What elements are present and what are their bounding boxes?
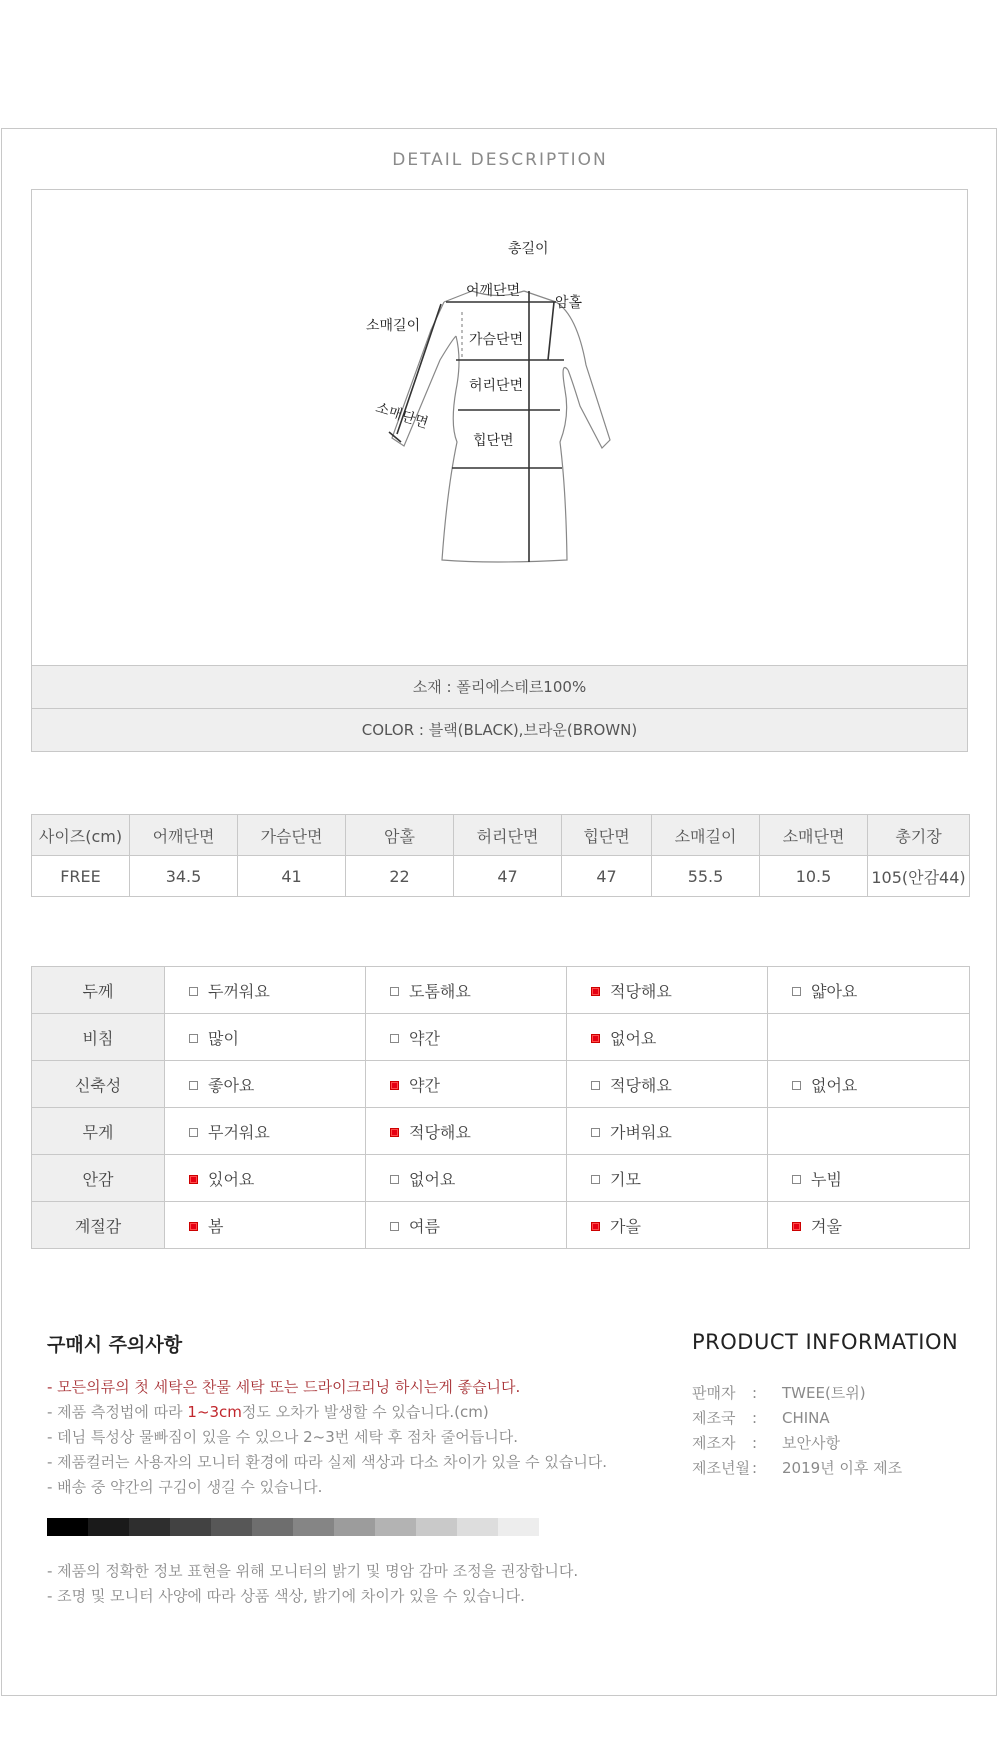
- feel-option-cell: [366, 1202, 567, 1249]
- feel-row-label: 계절감: [32, 1202, 165, 1249]
- feel-row: [32, 1108, 970, 1155]
- garment-diagram: [32, 190, 967, 665]
- checked-checkbox-icon: [591, 987, 600, 996]
- feel-option-cell: [165, 1155, 366, 1202]
- feel-row-label: 무게: [32, 1108, 165, 1155]
- feel-row: [32, 1061, 970, 1108]
- product-info-key: 제조자: [692, 1434, 736, 1452]
- size-cell: FREE: [32, 856, 130, 897]
- checked-checkbox-icon: [591, 1222, 600, 1231]
- size-header-cell: 허리단면: [454, 815, 562, 856]
- feel-option-cell: [768, 1014, 970, 1061]
- feel-option-cell: [567, 1014, 768, 1061]
- feel-option-label: 적당해요: [610, 981, 672, 1001]
- size-cell: 105(안감44): [868, 856, 970, 897]
- feel-option-cell: [366, 1061, 567, 1108]
- feel-option-label: 누빔: [811, 1169, 842, 1189]
- checked-checkbox-icon: [189, 1175, 198, 1184]
- unchecked-checkbox-icon: [390, 987, 399, 996]
- checked-checkbox-icon: [189, 1222, 198, 1231]
- feel-option-label: 없어요: [409, 1169, 456, 1189]
- feel-option-label: 좋아요: [208, 1075, 255, 1095]
- size-cell: 22: [346, 856, 454, 897]
- size-header-cell: 힙단면: [562, 815, 652, 856]
- feel-option-label: 가을: [610, 1216, 641, 1236]
- unchecked-checkbox-icon: [189, 1128, 198, 1137]
- feel-option-cell: [567, 1202, 768, 1249]
- product-info-key: 제조국: [692, 1409, 736, 1427]
- feel-option-label: 약간: [409, 1075, 440, 1095]
- product-info-sep: :: [752, 1434, 758, 1452]
- unchecked-checkbox-icon: [390, 1222, 399, 1231]
- material-row: 소재 : 폴리에스테르100%: [32, 665, 967, 708]
- feel-row-label: 두께: [32, 967, 165, 1014]
- feel-option-label: 도톰해요: [409, 981, 471, 1001]
- product-info-key: 판매자: [692, 1384, 736, 1402]
- size-table-row: [32, 856, 970, 897]
- product-info-row: [692, 1382, 866, 1403]
- notice-line: - 제품컬러는 사용자의 모니터 환경에 따라 실제 색상과 다소 차이가 있을 수 있습니다.: [47, 1453, 608, 1471]
- feel-option-label: 두꺼워요: [208, 981, 270, 1001]
- product-info-value: 보안사항: [782, 1434, 840, 1452]
- feel-option-cell: [567, 1061, 768, 1108]
- unchecked-checkbox-icon: [189, 987, 198, 996]
- size-header-cell: 소매길이: [652, 815, 760, 856]
- feel-option-label: 무거워요: [208, 1122, 270, 1142]
- fabric-feel-table: [31, 966, 970, 1249]
- feel-option-label: 있어요: [208, 1169, 255, 1189]
- checked-checkbox-icon: [390, 1128, 399, 1137]
- feel-option-cell: [768, 1061, 970, 1108]
- label-waist: 허리단면: [469, 378, 524, 394]
- feel-row: [32, 1202, 970, 1249]
- gamma-swatch: [211, 1518, 252, 1536]
- feel-option-label: 얇아요: [811, 981, 858, 1001]
- feel-option-cell: [567, 967, 768, 1014]
- feel-option-cell: [567, 1108, 768, 1155]
- feel-option-cell: [165, 967, 366, 1014]
- feel-option-cell: [768, 1202, 970, 1249]
- feel-option-cell: [165, 1108, 366, 1155]
- feel-option-label: 가벼워요: [610, 1122, 672, 1142]
- checked-checkbox-icon: [390, 1081, 399, 1090]
- product-info-row: [692, 1432, 840, 1453]
- unchecked-checkbox-icon: [792, 1081, 801, 1090]
- size-cell: 55.5: [652, 856, 760, 897]
- gamma-swatch: [252, 1518, 293, 1536]
- feel-option-cell: [165, 1061, 366, 1108]
- unchecked-checkbox-icon: [189, 1034, 198, 1043]
- feel-row: [32, 1155, 970, 1202]
- feel-option-cell: [768, 1108, 970, 1155]
- feel-option-cell: [567, 1155, 768, 1202]
- feel-option-label: 적당해요: [409, 1122, 471, 1142]
- feel-option-cell: [165, 1202, 366, 1249]
- gamma-swatch: [416, 1518, 457, 1536]
- product-info-row: [692, 1407, 830, 1428]
- gamma-swatch: [129, 1518, 170, 1536]
- feel-option-label: 봄: [208, 1216, 224, 1236]
- unchecked-checkbox-icon: [792, 987, 801, 996]
- unchecked-checkbox-icon: [390, 1034, 399, 1043]
- feel-option-label: 없어요: [610, 1028, 657, 1048]
- size-cell: 41: [238, 856, 346, 897]
- label-chest: 가슴단면: [469, 332, 524, 348]
- size-header-cell: 소매단면: [760, 815, 868, 856]
- product-info-row: [692, 1457, 902, 1478]
- notice-line: - 모든의류의 첫 세탁은 찬물 세탁 또는 드라이크리닝 하시는게 좋습니다.: [47, 1378, 521, 1396]
- feel-option-cell: [366, 967, 567, 1014]
- label-cuff: 소매단면: [373, 399, 430, 432]
- notice-highlight: 1~3cm: [187, 1403, 242, 1421]
- label-sleeve-length: 소매길이: [366, 318, 421, 334]
- size-header-cell: 사이즈(cm): [32, 815, 130, 856]
- feel-option-cell: [366, 1014, 567, 1061]
- feel-option-label: 많이: [208, 1028, 239, 1048]
- feel-option-label: 적당해요: [610, 1075, 672, 1095]
- size-header-cell: 암홀: [346, 815, 454, 856]
- feel-option-cell: [165, 1014, 366, 1061]
- product-info-key: 제조년월: [692, 1459, 750, 1477]
- size-cell: 10.5: [760, 856, 868, 897]
- size-header-cell: 총기장: [868, 815, 970, 856]
- unchecked-checkbox-icon: [591, 1128, 600, 1137]
- notice-line: - 조명 및 모니터 사양에 따라 상품 색상, 밝기에 차이가 있을 수 있습니다.: [47, 1587, 525, 1605]
- checked-checkbox-icon: [591, 1034, 600, 1043]
- size-table-header: [32, 815, 970, 856]
- notice-title: 구매시 주의사항: [47, 1334, 183, 1356]
- feel-option-label: 기모: [610, 1169, 641, 1189]
- notice-text: 정도 오차가 발생할 수 있습니다.(cm): [241, 1403, 489, 1421]
- size-diagram-box: [31, 189, 968, 752]
- feel-option-label: 여름: [409, 1216, 440, 1236]
- notice-line: - 배송 중 약간의 구김이 생길 수 있습니다.: [47, 1478, 323, 1496]
- product-info-sep: :: [752, 1409, 758, 1427]
- gamma-swatch: [170, 1518, 211, 1536]
- size-cell: 34.5: [130, 856, 238, 897]
- size-cell: 47: [562, 856, 652, 897]
- gamma-swatch: [375, 1518, 416, 1536]
- product-info-value: TWEE(트위): [782, 1384, 866, 1402]
- gamma-swatch: [88, 1518, 129, 1536]
- feel-option-cell: [366, 1155, 567, 1202]
- product-info-sep: :: [752, 1384, 758, 1402]
- feel-option-label: 약간: [409, 1028, 440, 1048]
- unchecked-checkbox-icon: [591, 1081, 600, 1090]
- size-table: [31, 814, 970, 897]
- gamma-swatch: [47, 1518, 88, 1536]
- feel-row-label: 안감: [32, 1155, 165, 1202]
- feel-option-label: 없어요: [811, 1075, 858, 1095]
- feel-row-label: 신축성: [32, 1061, 165, 1108]
- notice-line: - 제품의 정확한 정보 표현을 위해 모니터의 밝기 및 명암 감마 조정을 권장합니다.: [47, 1562, 579, 1580]
- notice-text: - 제품 측정법에 따라: [47, 1403, 188, 1421]
- size-header-cell: 어깨단면: [130, 815, 238, 856]
- color-row: COLOR : 블랙(BLACK),브라운(BROWN): [32, 708, 967, 751]
- unchecked-checkbox-icon: [792, 1175, 801, 1184]
- product-info-title: PRODUCT INFORMATION: [692, 1330, 959, 1354]
- feel-option-label: 겨울: [811, 1216, 842, 1236]
- monitor-gamma-swatches: [47, 1518, 539, 1536]
- checked-checkbox-icon: [792, 1222, 801, 1231]
- label-shoulder: 어깨단면: [466, 283, 521, 299]
- unchecked-checkbox-icon: [591, 1175, 600, 1184]
- unchecked-checkbox-icon: [390, 1175, 399, 1184]
- label-hip: 힙단면: [473, 433, 514, 449]
- size-header-cell: 가슴단면: [238, 815, 346, 856]
- feel-row: [32, 1014, 970, 1061]
- feel-option-cell: [366, 1108, 567, 1155]
- size-cell: 47: [454, 856, 562, 897]
- section-title: DETAIL DESCRIPTION: [392, 150, 608, 170]
- feel-option-cell: [768, 967, 970, 1014]
- unchecked-checkbox-icon: [189, 1081, 198, 1090]
- product-info-value: CHINA: [782, 1409, 830, 1427]
- gamma-swatch: [334, 1518, 375, 1536]
- gamma-swatch: [498, 1518, 539, 1536]
- feel-row: [32, 967, 970, 1014]
- product-info-sep: :: [752, 1459, 758, 1477]
- label-total-length: 총길이: [508, 241, 549, 257]
- gamma-swatch: [293, 1518, 334, 1536]
- product-info-value: 2019년 이후 제조: [782, 1459, 903, 1477]
- gamma-swatch: [457, 1518, 498, 1536]
- notice-line: [47, 1401, 489, 1422]
- notice-line: - 데님 특성상 물빠짐이 있을 수 있으나 2~3번 세탁 후 점차 줄어듭니다.: [47, 1428, 519, 1446]
- dress-illustration: [32, 190, 967, 665]
- label-armhole: 암홀: [555, 295, 583, 311]
- feel-row-label: 비침: [32, 1014, 165, 1061]
- feel-option-cell: [768, 1155, 970, 1202]
